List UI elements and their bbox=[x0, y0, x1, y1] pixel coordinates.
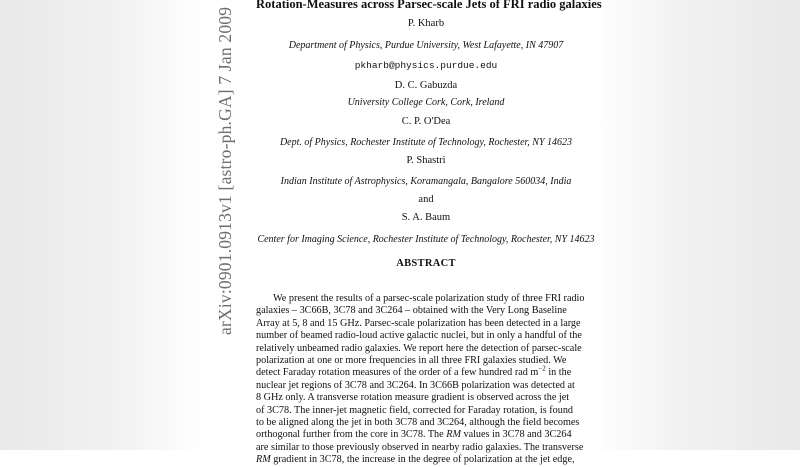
abstract-line: are similar to those previously observed in nearby radio galaxies. The transverse bbox=[256, 441, 584, 453]
abstract-line: We present the results of a parsec-scale polarization study of three FRI radio bbox=[273, 293, 585, 304]
rm-symbol: RM bbox=[256, 454, 271, 466]
abstract-line: of 3C78. The inner-jet magnetic field, corrected for Faraday rotation, is found bbox=[256, 404, 574, 416]
abstract-line: galaxies – 3C66B, 3C78 and 3C264 – obtained with the Very Long Baseline bbox=[256, 305, 567, 317]
author-name: S. A. Baum bbox=[401, 212, 451, 223]
exponent: −2 bbox=[538, 365, 546, 374]
paper-title: Rotation-Measures across Parsec-scale Jets of FRI radio galaxies bbox=[256, 0, 602, 11]
abstract-line: polarization at one or more frequencies in all three FRI galaxies studied. We bbox=[256, 355, 567, 367]
author-affiliation: Department of Physics, Purdue University, West Lafayette, IN 47907 bbox=[288, 40, 564, 51]
abstract-line bbox=[256, 454, 576, 466]
left-margin-shadow bbox=[0, 0, 205, 450]
abstract-line bbox=[256, 367, 576, 379]
abstract-line: 8 GHz only. A transverse rotation measure gradient is observed across the jet bbox=[256, 392, 570, 404]
right-margin-shadow bbox=[590, 0, 800, 450]
abstract-text: orthogonal further from the core in 3C78. The bbox=[256, 429, 444, 441]
author-affiliation: Dept. of Physics, Rochester Institute of Technology, Rochester, NY 14623 bbox=[279, 137, 573, 148]
author-name: P. Kharb bbox=[407, 18, 445, 29]
paper-page bbox=[256, 0, 602, 466]
abstract-body bbox=[256, 293, 585, 467]
abstract-text: values in 3C78 and 3C264 bbox=[460, 429, 572, 441]
rm-symbol: RM bbox=[446, 429, 461, 441]
abstract-text: detect Faraday rotation measures of the order of a few hundred rad m bbox=[256, 367, 539, 379]
author-email: pkharb@physics.purdue.edu bbox=[354, 60, 498, 71]
author-name: D. C. Gabuzda bbox=[394, 80, 458, 91]
abstract-line: nuclear jet regions of 3C78 and 3C264. In 3C66B polarization was detected at bbox=[256, 379, 575, 391]
arxiv-identifier-stamp: arXiv:0901.0913v1 [astro-ph.GA] 7 Jan 2009 bbox=[215, 6, 235, 335]
and-conjunction: and bbox=[418, 194, 434, 205]
abstract-text: in the bbox=[545, 367, 572, 379]
abstract-line: number of beamed radio-loud active galactic nuclei, but in only a handful of the bbox=[256, 330, 582, 342]
abstract-line: relatively unbeamed radio galaxies. We report here the detection of parsec-scale bbox=[256, 342, 582, 354]
author-name: P. Shastri bbox=[406, 155, 446, 166]
abstract-line: to be aligned along the jet in both 3C78 and 3C264, although the field becomes bbox=[256, 417, 580, 429]
author-name: C. P. O'Dea bbox=[401, 116, 451, 127]
abstract-line bbox=[256, 429, 576, 441]
author-affiliation: University College Cork, Cork, Ireland bbox=[347, 97, 505, 108]
abstract-text: gradient in 3C78, the increase in the degree of polarization at the jet edge, bbox=[273, 454, 575, 466]
author-affiliation: Center for Imaging Science, Rochester Institute of Technology, Rochester, NY 14623 bbox=[257, 234, 595, 245]
abstract-line: Array at 5, 8 and 15 GHz. Parsec-scale polarization has been detected in a large bbox=[256, 317, 581, 329]
author-affiliation: Indian Institute of Astrophysics, Koramangala, Bangalore 560034, India bbox=[280, 176, 572, 187]
abstract-heading: ABSTRACT bbox=[396, 258, 456, 269]
